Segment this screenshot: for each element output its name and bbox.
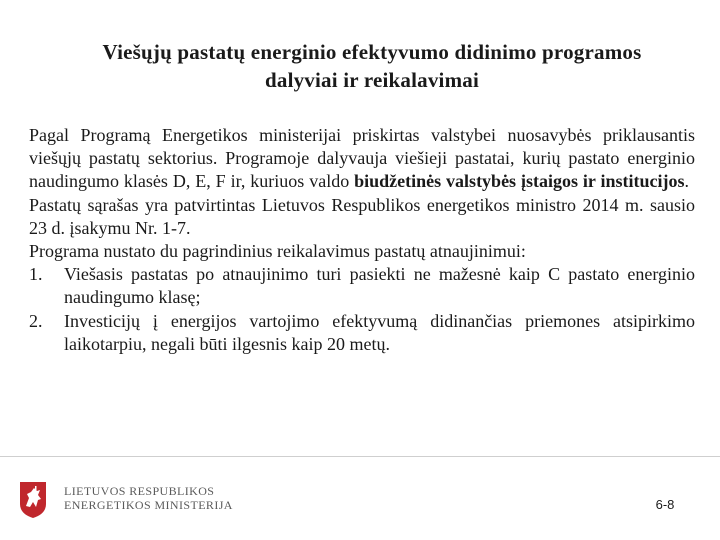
list-item xyxy=(29,263,695,309)
slide-title-line2: dalyviai ir reikalavimai xyxy=(264,68,480,92)
vytis-coat-of-arms-icon xyxy=(18,480,48,520)
slide-title-line1: Viešųjų pastatų energinio efektyvumo didinimo programos xyxy=(102,40,642,64)
list-item-text: Viešasis pastatas po atnaujinimo turi pasiekti ne mažesnė kaip C pastato energinio naudingumo klasę; xyxy=(64,264,695,308)
paragraph-program-scope: Pagal Programą Energetikos ministerijai priskirtas valstybei nuosavybės priklausantis viešųjų pastatų sektorius. Programoje dalyvauja viešieji pastatai, kurių pastato energinio naudingumo klasės D, E, F ir, kuriuos valdo biudžetinės valstybės įstaigos ir institucijos. Pastatų sąrašas yra patvirtintas Lietuvos Respublikos energetikos ministro 2014 m. sausio 23 d. įsakymu Nr. 1-7. xyxy=(29,125,695,238)
footer-org-line2: ENERGETIKOS MINISTERIJA xyxy=(64,498,233,512)
page-number: 6-8 xyxy=(655,497,675,512)
requirements-list xyxy=(29,263,695,356)
footer-divider xyxy=(0,456,720,457)
footer-org-line1: LIETUVOS RESPUBLIKOS xyxy=(64,484,215,498)
paragraph-requirements-intro: Programa nustato du pagrindinius reikalavimus pastatų atnaujinimui: xyxy=(29,241,526,262)
paragraph1-text-after: Pastatų sąrašas yra patvirtintas Lietuvos Respublikos energetikos ministro 2014 m. sausio 23 d. įsakymu Nr. 1-7. xyxy=(29,194,695,238)
list-item xyxy=(29,310,695,356)
paragraph1-text-before: Pagal Programą Energetikos ministerijai priskirtas valstybei nuosavybės priklausantis viešųjų pastatų sektorius. Programoje dalyvauja viešieji pastatai, kurių pastato energinio naudingumo klasės D, E, F ir, kuriuos valdo xyxy=(29,125,695,192)
slide-body xyxy=(29,124,695,356)
footer-organization-name xyxy=(64,484,233,512)
list-item-number: 1. xyxy=(29,264,43,285)
list-item-number: 2. xyxy=(29,310,43,331)
slide-title xyxy=(20,38,720,94)
paragraph1-bold-text: biudžetinės valstybės įstaigos ir institucijos xyxy=(354,171,685,192)
list-item-text: Investicijų į energijos vartojimo efektyvumą didinančias priemones atsipirkimo laikotarpiu, negali būti ilgesnis kaip 20 metų. xyxy=(64,310,695,354)
